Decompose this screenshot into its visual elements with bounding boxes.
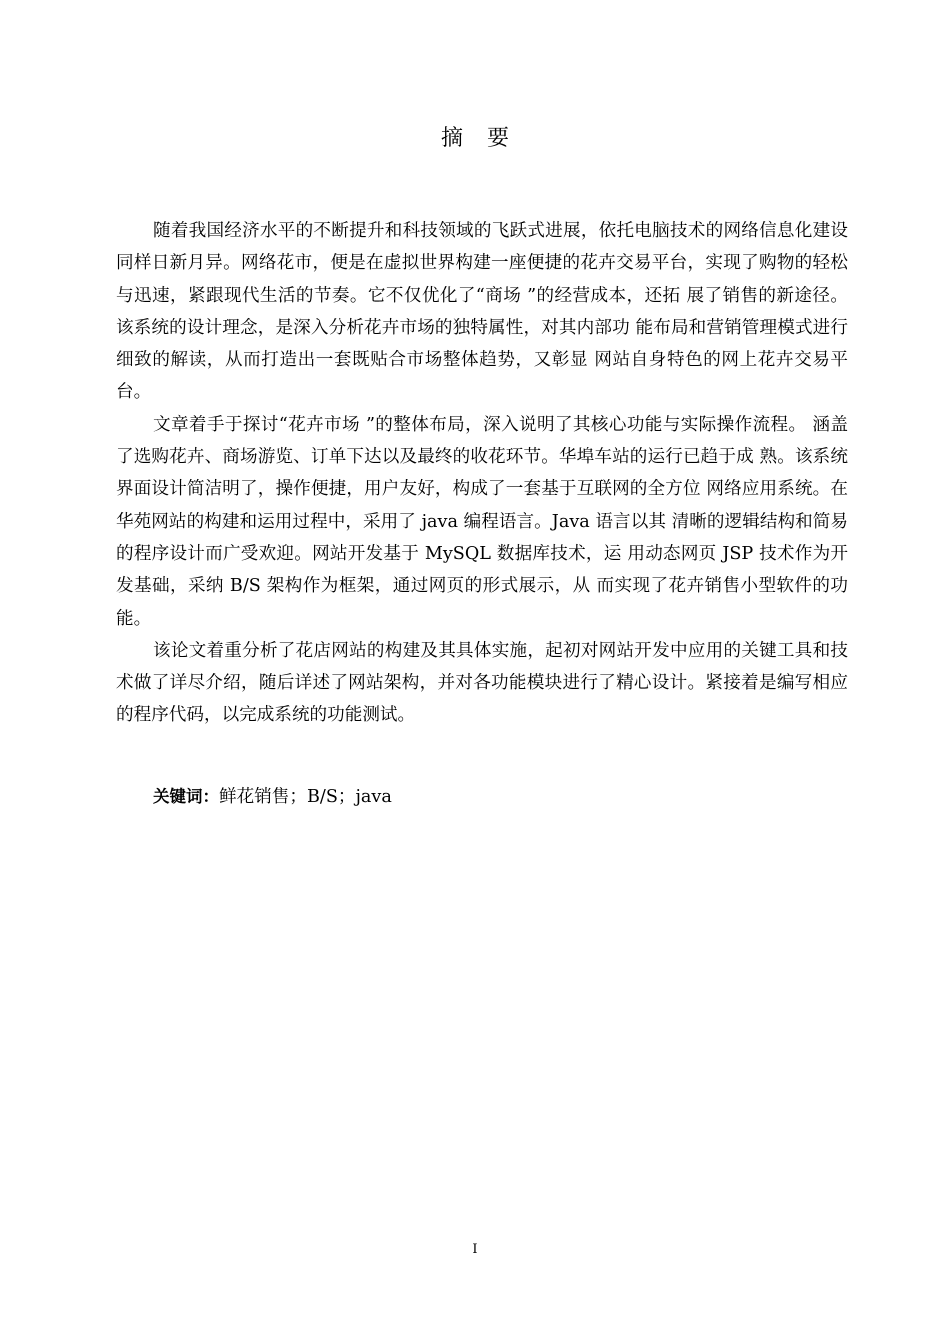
keywords-line — [153, 781, 392, 813]
keywords-value: 鲜花销售；B/S；java — [219, 787, 392, 807]
keywords-label: 关键词： — [153, 787, 219, 806]
abstract-paragraph-3: 该论文着重分析了花店网站的构建及其具体实施，起初对网站开发中应用的关键工具和技术做了详尽介绍，随后详述了网站架构，并对各功能模块进行了精心设计。紧接着是编写相应的程序代码，以完成系统的功能测试。 — [116, 640, 848, 726]
page-number: I — [472, 1242, 478, 1257]
abstract-paragraph-1: 随着我国经济水平的不断提升和科技领域的飞跃式进展，依托电脑技术的网络信息化建设同样日新月异。网络花市，便是在虚拟世界构建一座便捷的花卉交易平台，实现了购物的轻松与迅速，紧跟现代生活的节奏。它不仅优化了“商场 ”的经营成本，还拓 展了销售的新途径。该系统的设计理念，是深入分析花卉市场的独特属性，对其内部功 能布局和营销管理模式进行细致的解读，从而打造出一套既贴合市场整体趋势，又彰显 网站自身特色的网上花卉交易平台。 — [116, 221, 848, 403]
page-title: 摘要 — [440, 126, 533, 151]
abstract-body — [116, 215, 848, 732]
abstract-paragraph-2: 文章着手于探讨“花卉市场 ”的整体布局，深入说明了其核心功能与实际操作流程。 涵盖了选购花卉、商场游览、订单下达以及最终的收花环节。华埠车站的运行已趋于成 熟。该系统界面设计简洁明了，操作便捷，用户友好，构成了一套基于互联网的全方位 网络应用系统。在华苑网站的构建和运用过程中，采用了 java 编程语言。Java 语言以其 清晰的逻辑结构和简易的程序设计而广受欢迎。网站开发基于 MySQL 数据库技术，运 用动态网页 JSP 技术作为开发基础，采纳 B/S 架构作为框架，通过网页的形式展示，从 而实现了花卉销售小型软件的功能。 — [116, 414, 848, 629]
